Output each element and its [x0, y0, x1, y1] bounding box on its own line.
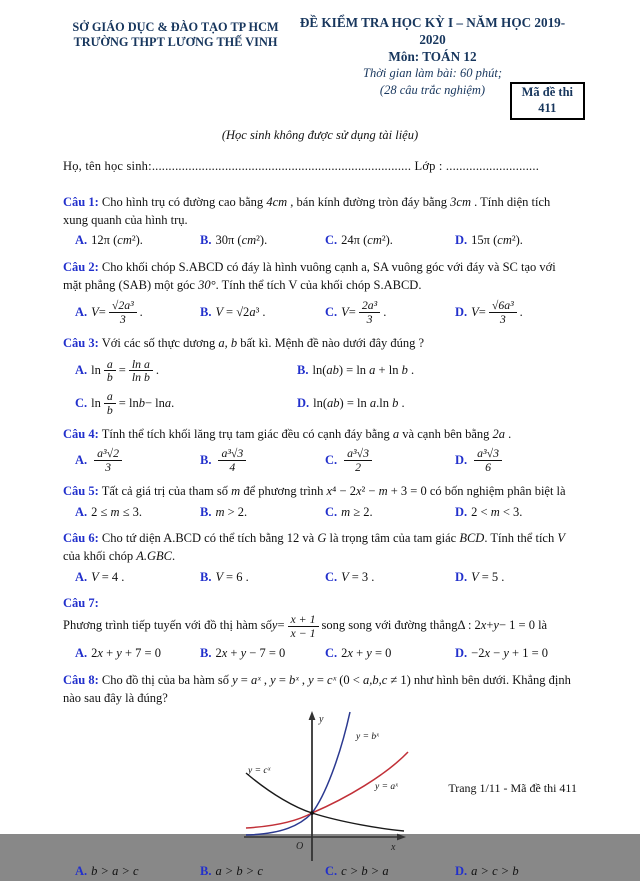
text-run: a [249, 304, 256, 319]
fraction: $\frac{\text{√6a³}}{3}$ [489, 299, 517, 325]
text-run: = 5 . [481, 569, 505, 584]
text-run: + 7 = 0 [121, 646, 161, 661]
text-run: . [139, 304, 143, 319]
text-run: a > c > b [471, 864, 519, 879]
text-run: G [317, 531, 327, 546]
text-run: V [557, 531, 565, 546]
question-3-label: Câu 3: [63, 335, 99, 350]
text-run: x [484, 646, 491, 661]
text-run: ² − [361, 483, 379, 498]
text-run: . Tính diện tích xung quanh của hình trụ. [63, 194, 551, 227]
fraction: $\frac{a}{b}$ [104, 390, 116, 416]
text-run: y [366, 646, 372, 661]
text-run: . [383, 304, 387, 319]
student-info-line [63, 159, 577, 174]
y-axis-label: y [319, 714, 324, 726]
text-run: = √2 [226, 304, 250, 319]
class-label: Lớp : [411, 158, 446, 173]
question-5 [63, 483, 577, 521]
fraction: $\frac{\text{√2a³}}{3}$ [109, 299, 137, 325]
question-4-option-b: B. $\frac{\text{a³√3}}{4}$ [200, 447, 325, 473]
question-4-option-a: A. $\frac{\text{a³√2}}{3}$ [75, 447, 200, 473]
question-2-label: Câu 2: [63, 259, 99, 274]
text-run: c > b > a [341, 864, 389, 879]
text-run: V [471, 304, 479, 319]
text-run: Phương trình tiếp tuyến với đồ thị hàm số [63, 618, 272, 633]
class-blank: ............................ [445, 158, 540, 173]
text-run: là trọng tâm của tam giác [326, 531, 460, 546]
text-run: a,b,c [362, 672, 388, 687]
text-run: V [91, 569, 102, 584]
text-run: ab [326, 363, 339, 378]
text-run: + [102, 646, 117, 661]
question-7-option-b: B. 2x + y − 7 = 0 [200, 646, 286, 661]
text-run: ln [91, 363, 101, 378]
text-run: ²). [256, 233, 268, 248]
exam-duration: Thời gian làm bài: 60 phút; [363, 66, 502, 81]
fraction: $\frac{a}{b}$ [104, 358, 116, 384]
question-1-option-b: B. 30π (cm²). [200, 233, 268, 248]
text-run: . [505, 426, 512, 441]
text-run: V [215, 304, 227, 319]
fraction: $\frac{\text{a³√3}}{2}$ [344, 447, 372, 473]
text-run: . [407, 363, 415, 378]
text-run: 24π ( [341, 233, 368, 248]
exam-code-label: Mã đề thi [521, 85, 573, 99]
text-run: ≥ 2. [350, 504, 373, 519]
question-3-option-a: A. ln $\frac{a}{b}$ = $\frac{\text{ln a}}{\text{ln b}}$ . [75, 356, 160, 385]
text-run: a [164, 395, 172, 410]
text-run: y [270, 672, 276, 687]
text-run: m [110, 504, 120, 519]
text-run: a [369, 363, 376, 378]
text-run: 30π ( [215, 233, 242, 248]
text-run: − ln [144, 395, 165, 410]
page-footer: Trang 1/11 - Mã đề thi 411 [448, 781, 577, 795]
text-run: ln [91, 395, 101, 410]
school-name-line1: SỞ GIÁO DỤC & ĐÀO TẠO TP HCM [72, 20, 279, 34]
curve-b-label: y = bˣ [356, 732, 379, 743]
question-5-option-d: D. 2 < m < 3. [455, 504, 523, 519]
text-run: = [313, 672, 328, 687]
text-run: y [240, 646, 247, 661]
question-2-text [63, 260, 556, 292]
text-run: = 4 . [101, 569, 125, 584]
fraction: $\frac{\text{a³√3}}{4}$ [218, 447, 246, 473]
school-block [63, 14, 288, 98]
question-count-note: (28 câu trắc nghiệm) [379, 82, 486, 97]
text-run: 12π ( [91, 233, 118, 248]
question-3-option-b: B. ln(ab) = ln a + ln b . [297, 363, 415, 378]
question-3-option-c: C. ln $\frac{a}{b}$ = ln b − ln a . [75, 389, 175, 417]
text-run: y [308, 672, 314, 687]
school-name-line2: TRƯỜNG THPT LƯƠNG THẾ VINH [73, 35, 278, 50]
exam-code-value: 411 [538, 100, 557, 115]
question-6-option-a: A. V = 4 . [75, 569, 125, 584]
text-run: − 1 = 0 là [498, 618, 548, 633]
question-6-text [63, 531, 565, 563]
text-run: ≤ 3. [119, 504, 143, 519]
text-run: của khối chóp [63, 548, 137, 563]
fraction: $\frac{\text{a³√3}}{6}$ [474, 447, 502, 473]
student-name-label: Họ, tên học sinh: [63, 158, 152, 173]
text-run: 2 ≤ [91, 504, 111, 519]
exam-code-box [510, 82, 585, 120]
question-2 [63, 259, 577, 326]
text-run: x [221, 646, 228, 661]
text-run: a > b > c [215, 864, 263, 879]
question-1-option-c: C. 24π (cm²). [325, 233, 393, 248]
text-run: . [519, 304, 523, 319]
student-name-blank: .............................................................................. [151, 158, 412, 173]
question-1-option-d: D. 15π (cm²). [455, 233, 523, 248]
y-axis-arrow [309, 711, 316, 720]
curve-c-label: y = cˣ [248, 766, 271, 777]
question-1-option-a: A. 12π (cm²). [75, 233, 143, 248]
text-run: + [486, 618, 494, 633]
text-run: 2 [91, 646, 98, 661]
text-run: ln( [312, 363, 327, 378]
text-run: = 6 . [226, 569, 249, 584]
text-run: m [215, 504, 225, 519]
text-run: BCD [459, 531, 485, 546]
question-2-option-a: A. V = $\frac{\text{√2a³}}{3}$ . [75, 298, 143, 327]
text-run: = [118, 363, 126, 378]
text-run: . Tính thể tích V của khối chóp S.ABCD. [215, 277, 422, 292]
text-run: ≠ 1) như hình bên dưới. Khẳng định nào sau đây là đúng? [63, 672, 571, 705]
question-4 [63, 426, 577, 474]
text-run: m [231, 483, 241, 498]
text-run: song song với đường thẳng [321, 618, 458, 633]
text-run: Cho hình trụ có đường cao bằng [101, 194, 267, 209]
text-run: −2 [471, 646, 485, 661]
text-run: Với các số thực dương [101, 335, 219, 350]
text-run: 2 < [471, 504, 491, 519]
origin-label: O [296, 841, 304, 853]
page-header [63, 14, 577, 98]
text-run: ln( [313, 395, 328, 410]
no-materials-notice: (Học sinh không được sử dụng tài liệu) [221, 127, 419, 142]
text-run: cm [241, 233, 257, 248]
x-axis-arrow [397, 834, 406, 841]
text-run: bất kì. Mệnh đề nào dưới đây đúng ? [237, 335, 425, 350]
fraction: $\frac{x + 1}{x - 1}$ [288, 613, 319, 639]
text-run: V [91, 304, 99, 319]
text-run: ³ . [255, 304, 266, 319]
text-run: < 3. [499, 504, 523, 519]
question-7-text [63, 613, 547, 639]
text-run: + 3 = 0 có bốn nghiệm phân biệt là [387, 483, 566, 498]
question-4-option-d: D. $\frac{\text{a³√3}}{6}$ [455, 447, 577, 473]
text-run: ²). [381, 233, 393, 248]
question-4-text [102, 427, 512, 441]
text-run: x [347, 646, 353, 661]
text-run: A.GBC [136, 548, 173, 563]
text-run: m [490, 504, 500, 519]
exam-title: ĐỀ KIỂM TRA HỌC KỲ I – NĂM HỌC 2019-2020 [299, 15, 566, 48]
question-4-option-c: C. $\frac{\text{a³√3}}{2}$ [325, 447, 455, 473]
question-8-option-d: D. a > c > b [455, 864, 519, 879]
text-run: = [277, 618, 285, 633]
text-run: ²). [131, 233, 143, 248]
text-run: Δ : 2 [457, 618, 481, 633]
question-1-text [63, 195, 550, 227]
question-8-option-c: C. c > b > a [325, 864, 389, 879]
question-8-option-a: A. b > a > c [75, 864, 139, 879]
text-run: y [503, 646, 509, 661]
text-run: ²). [511, 233, 523, 248]
fraction: $\frac{\text{2a³}}{3}$ [359, 299, 380, 325]
text-run: V [341, 569, 352, 584]
question-5-label: Câu 5: [63, 483, 99, 498]
text-run: = ln [118, 395, 139, 410]
text-run: + ln [375, 363, 402, 378]
text-run: y [493, 618, 499, 633]
question-5-text [102, 484, 566, 498]
question-7 [63, 595, 577, 663]
text-run: a [392, 426, 400, 441]
text-run: > 2. [224, 504, 248, 519]
text-run: 15π ( [471, 233, 498, 248]
question-8-label: Câu 8: [63, 672, 99, 687]
fraction: $\frac{\text{a³√2}}{3}$ [94, 447, 122, 473]
text-run: + [227, 646, 241, 661]
text-run: cˣ [327, 672, 337, 687]
question-7-option-d: D. −2x − y + 1 = 0 [455, 646, 549, 661]
text-run: m [378, 483, 388, 498]
text-run: 3cm [450, 194, 471, 209]
text-run: và cạnh bên bằng [399, 426, 493, 441]
question-3-option-d: D. ln(ab) = ln a.ln b . [297, 395, 405, 410]
text-run: a, b [218, 335, 238, 350]
text-run: b [401, 363, 408, 378]
question-3 [63, 335, 577, 417]
text-run: = [98, 304, 106, 319]
text-run: 30° [198, 277, 216, 292]
text-run: Tính thể tích khối lăng trụ tam giác đều có cạnh đáy bằng [101, 426, 393, 441]
text-run: b > a > c [91, 864, 139, 879]
question-3-text [102, 336, 424, 350]
text-run: , [298, 672, 309, 687]
text-run: y [116, 646, 122, 661]
question-5-option-c: C. m ≥ 2. [325, 504, 373, 519]
question-7-label: Câu 7: [63, 596, 99, 611]
text-run: . [398, 395, 405, 410]
text-run: y [271, 618, 278, 633]
text-run: x [97, 646, 103, 661]
question-1-label: Câu 1: [63, 194, 99, 209]
text-run: , bán kính đường tròn đáy bằng [287, 194, 451, 209]
question-2-option-d: D. V = $\frac{\text{√6a³}}{3}$ . [455, 298, 523, 327]
text-run: . [155, 363, 160, 378]
text-run: = [275, 672, 290, 687]
text-run: aˣ [250, 672, 261, 687]
question-4-label: Câu 4: [63, 426, 99, 441]
text-run: V [471, 569, 482, 584]
text-run: b [392, 395, 399, 410]
text-run: Cho khối chóp S.ABCD có đáy là hình vuông cạnh a, SA vuông góc với đáy và SC tạo với mặt phẳng (SAB) một góc [63, 259, 556, 292]
exam-subject: Môn: TOÁN 12 [388, 49, 477, 65]
text-run: Tất cả giá trị của tham số [101, 483, 232, 498]
text-run: . [172, 548, 176, 563]
text-run: a [369, 395, 377, 410]
text-run: = 0 [371, 646, 392, 661]
curve-a-label: y = aˣ [375, 782, 398, 793]
question-2-option-c: C. V = $\frac{\text{2a³}}{3}$ . [325, 298, 387, 327]
text-run: x [480, 618, 487, 633]
text-run: 2 [341, 646, 348, 661]
text-run: y [232, 672, 238, 687]
text-run: ab [327, 395, 340, 410]
question-8 [63, 672, 577, 881]
text-run: 2 [215, 646, 222, 661]
text-run: + [352, 646, 367, 661]
text-run: − [490, 646, 504, 661]
text-run: (0 < [336, 672, 363, 687]
text-run: V [215, 569, 227, 584]
text-run: .ln [376, 395, 393, 410]
intersection-point [310, 811, 314, 815]
text-run: = 3 . [351, 569, 375, 584]
text-run: cm [497, 233, 512, 248]
question-8-option-b: B. a > b > c [200, 864, 263, 879]
question-8-text [63, 673, 571, 705]
text-run: − 7 = 0 [246, 646, 286, 661]
text-run: = [237, 672, 251, 687]
text-run: . [171, 395, 175, 410]
fraction: $\frac{\text{ln a}}{\text{ln b}}$ [129, 358, 153, 384]
question-5-option-a: A. 2 ≤ m ≤ 3. [75, 504, 143, 519]
question-2-option-b: B. V = √2a³ . [200, 304, 266, 319]
text-run: + 1 = 0 [508, 646, 549, 661]
text-run: = [348, 304, 356, 319]
question-6-label: Câu 6: [63, 531, 99, 546]
text-run: b [138, 395, 145, 410]
text-run: = [478, 304, 486, 319]
text-run: x [355, 483, 362, 498]
text-run: x [326, 483, 333, 498]
text-run: cm [117, 233, 132, 248]
question-7-option-a: A. 2x + y + 7 = 0 [75, 646, 161, 661]
question-5-option-b: B. m > 2. [200, 504, 248, 519]
question-6-option-b: B. V = 6 . [200, 569, 249, 584]
text-run: 2a [492, 426, 506, 441]
text-run: , [260, 672, 271, 687]
text-run: bˣ [289, 672, 299, 687]
question-6 [63, 530, 577, 586]
text-run: ) = ln [338, 363, 370, 378]
text-run: ⁴ − 2 [332, 483, 356, 498]
question-7-option-c: C. 2x + y = 0 [325, 646, 392, 661]
text-run: 4cm [266, 194, 288, 209]
text-run: ) = ln [339, 395, 370, 410]
text-run: m [341, 504, 351, 519]
text-run: Cho tứ diện A.BCD có thể tích bằng 12 và [101, 531, 318, 546]
question-1 [63, 194, 577, 250]
question-6-option-d: D. V = 5 . [455, 569, 505, 584]
x-axis-label: x [391, 842, 396, 854]
question-6-option-c: C. V = 3 . [325, 569, 375, 584]
text-run: . Tính thể tích [484, 531, 558, 546]
text-run: Cho đồ thị của ba hàm số [101, 672, 233, 687]
text-run: để phương trình [240, 483, 327, 498]
text-run: V [341, 304, 349, 319]
text-run: cm [367, 233, 382, 248]
